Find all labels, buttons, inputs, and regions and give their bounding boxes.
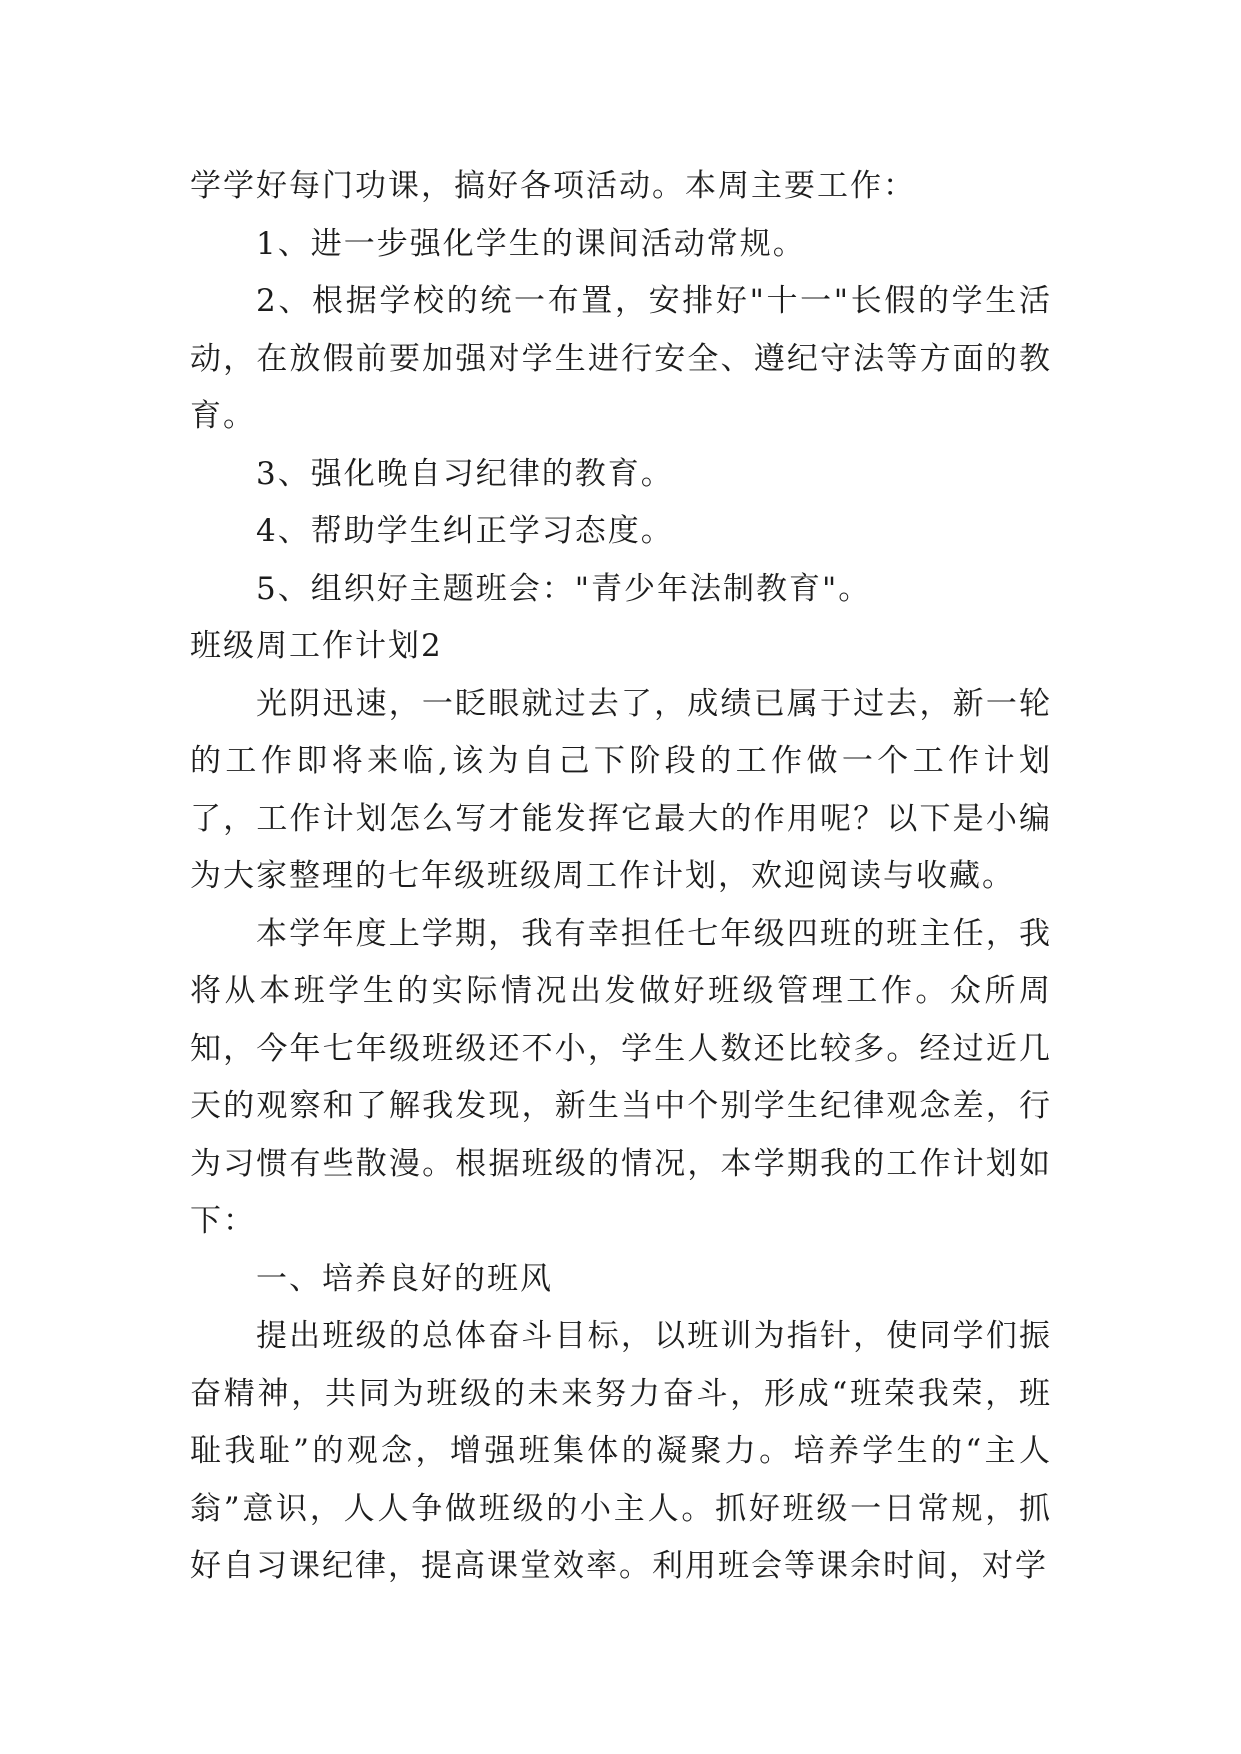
list-item-5: 5、组织好主题班会："青少年法制教育"。 [256, 570, 872, 607]
intro-paragraph: 光阴迅速，一眨眼就过去了，成绩已属于过去，新一轮的工作即将来临,该为自己下阶段的工作做一个工作计划了，工作计划怎么写才能发挥它最大的作用呢？以下是小编为大家整理的七年级班级周工作计划，欢迎阅读与收藏。 [190, 685, 1052, 894]
document-body [190, 158, 1052, 1596]
list-item-4: 4、帮助学生纠正学习态度。 [256, 513, 674, 549]
body-paragraph-2: 提出班级的总体奋斗目标，以班训为指针，使同学们振奋精神，共同为班级的未来努力奋斗，形成“班荣我荣，班耻我耻”的观念，增强班集体的凝聚力。培养学生的“主人翁”意识，人人争做班级的小主人。抓好班级一日常规，抓好自习课纪律，提高课堂效率。利用班会等课余时间，对学 [190, 1318, 1052, 1584]
list-item-2: 2、根据学校的统一布置，安排好"十一"长假的学生活动，在放假前要加强对学生进行安全、遵纪守法等方面的教育。 [190, 283, 1052, 434]
section-title: 班级周工作计划2 [190, 628, 443, 664]
list-item-3: 3、强化晚自习纪律的教育。 [256, 455, 674, 492]
paragraph-continuation: 学学好每门功课，搞好各项活动。本周主要工作： [190, 168, 916, 204]
list-item-1: 1、进一步强化学生的课间活动常规。 [256, 225, 806, 262]
body-paragraph: 本学年度上学期，我有幸担任七年级四班的班主任，我将从本班学生的实际情况出发做好班级管理工作。众所周知，今年七年级班级还不小，学生人数还比较多。经过近几天的观察和了解我发现，新生当中个别学生纪律观念差，行为习惯有些散漫。根据班级的情况，本学期我的工作计划如下： [190, 915, 1052, 1239]
subsection-heading: 一、培养良好的班风 [256, 1260, 553, 1297]
